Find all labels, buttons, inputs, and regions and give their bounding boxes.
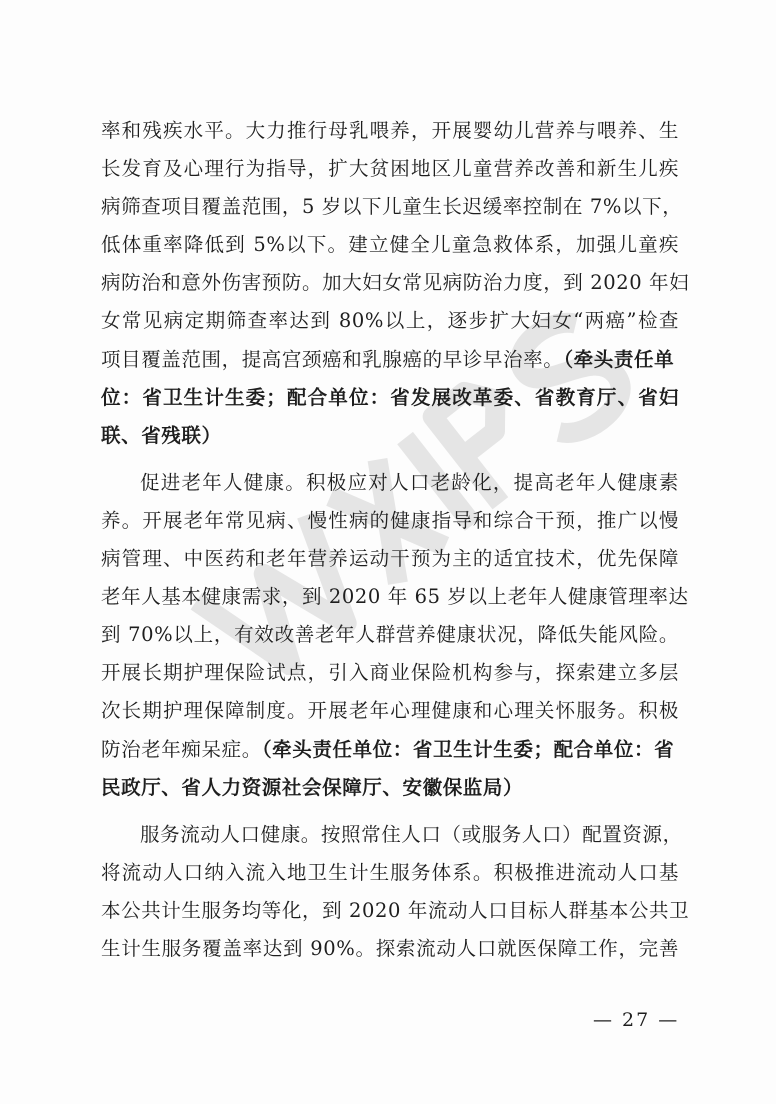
responsibility-note-line: 位：省卫生计生委；配合单位：省发展改革委、省教育厅、省妇 [101,385,679,409]
text-line: 次长期护理保障制度。开展老年心理健康和心理关怀服务。积极 [101,699,679,723]
text-segment: 项目覆盖范围，提高宫颈癌和乳腺癌的早诊早治率。 [101,347,564,371]
text-line: 女常见病定期筛查率达到 80%以上，逐步扩大妇女“两癌”检查 [101,309,679,333]
responsibility-note-line: 联、省残联） [101,423,222,447]
text-line: 生计生服务覆盖率达到 90%。探索流动人口就医保障工作，完善 [101,936,679,960]
text-line: 低体重率降低到 5%以下。建立健全儿童急救体系，加强儿童疾 [101,233,679,257]
text-line [101,731,679,769]
responsibility-note: （牵头责任单位：省卫生计生委；配合单位：省 [261,737,675,761]
text-line: 长发育及心理行为指导，扩大贫困地区儿童营养改善和新生儿疾 [101,157,679,181]
responsibility-note: （牵头责任单 [563,347,675,371]
responsibility-note-line: 民政厅、省人力资源社会保障厅、安徽保监局） [101,775,524,799]
text-line: 将流动人口纳入流入地卫生计生服务体系。积极推进流动人口基 [101,860,679,884]
text-line: 老年人基本健康需求，到 2020 年 65 岁以上老年人健康管理率达 [101,585,689,609]
text-line: 开展长期护理保险试点，引入商业保险机构参与，探索建立多层 [101,661,679,685]
text-line: 率和残疾水平。大力推行母乳喂养，开展婴幼儿营养与喂养、生 [101,119,679,142]
text-line: 养。开展老年常见病、慢性病的健康指导和综合干预，推广以慢 [101,508,679,532]
text-line: 病筛查项目覆盖范围，5 岁以下儿童生长迟缓率控制在 7%以下， [101,195,683,219]
text-line [101,341,679,379]
page-number: — 27 — [593,1009,680,1031]
text-line: 服务流动人口健康。按照常住人口（或服务人口）配置资源， [140,822,683,846]
body-text [101,112,690,968]
text-line: 本公共计生服务均等化，到 2020 年流动人口目标人群基本公共卫 [101,898,690,922]
text-line: 促进老年人健康。积极应对人口老龄化，提高老年人健康素 [140,470,679,494]
text-line: 病防治和意外伤害预防。加大妇女常见病防治力度，到 2020 年妇 [101,271,690,295]
text-line: 到 70%以上，有效改善老年人群营养健康状况，降低失能风险。 [101,623,679,647]
text-segment: 防治老年痴呆症。 [101,737,262,761]
text-line: 病管理、中医药和老年营养运动干预为主的适宜技术，优先保障 [101,547,679,571]
